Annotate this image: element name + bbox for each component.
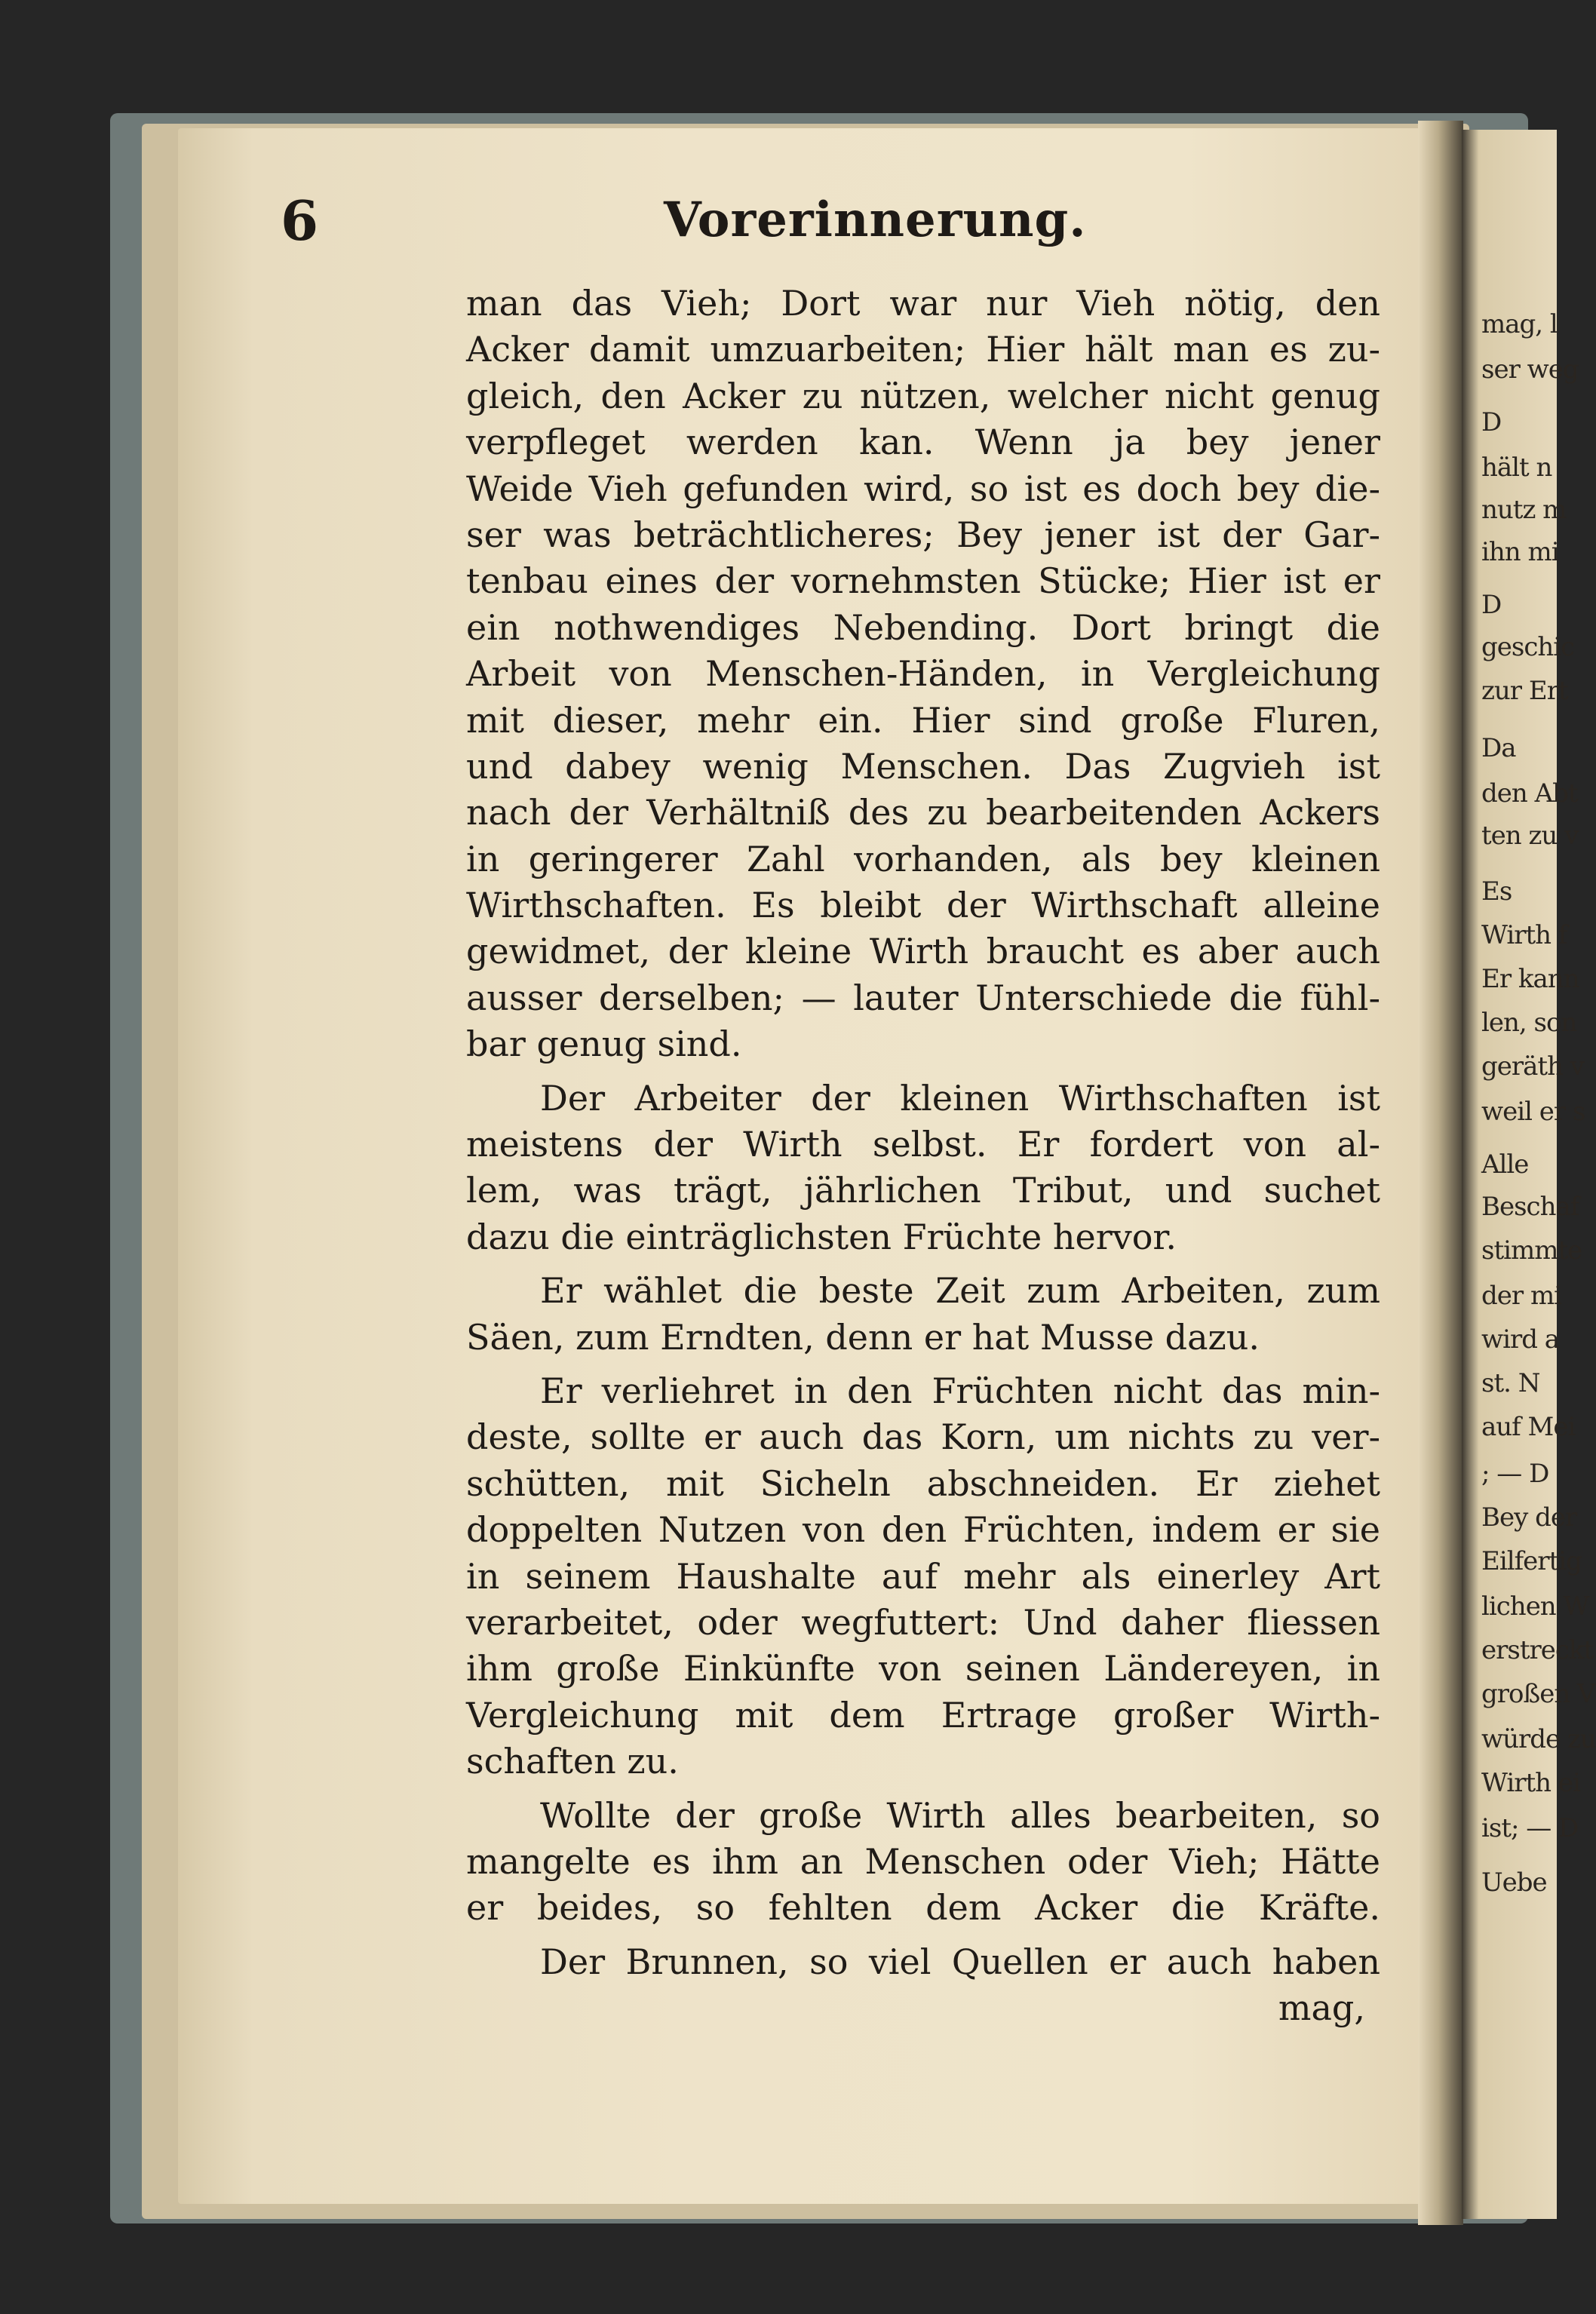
facing-line: zur Ert bbox=[1481, 676, 1568, 706]
text-line: bar genug sind. bbox=[466, 1024, 742, 1065]
text-line: man das Vieh; Dort war nur Vieh nötig, den bbox=[466, 283, 1380, 324]
facing-line: geräth v bbox=[1481, 1051, 1584, 1082]
text-line: Wollte der große Wirth alles bearbeiten, so bbox=[540, 1794, 1380, 1836]
facing-line: Da bbox=[1481, 733, 1516, 763]
facing-line: Er kann bbox=[1481, 964, 1579, 994]
text-line: Säen, zum Erndten, denn er hat Musse dazu. bbox=[466, 1316, 1260, 1358]
facing-line: Bey der bbox=[1481, 1502, 1577, 1533]
facing-line: Uebe bbox=[1481, 1867, 1547, 1898]
facing-line: stimmte bbox=[1481, 1235, 1582, 1266]
text-line: schaften zu. bbox=[466, 1741, 679, 1782]
text-line: lem, was trägt, jährlichen Tribut, und suchet bbox=[466, 1170, 1380, 1211]
facing-line: ; — D bbox=[1481, 1459, 1549, 1489]
facing-line: ihn mi bbox=[1481, 537, 1559, 567]
facing-page-edge bbox=[1462, 130, 1596, 2219]
facing-line: würde zu bbox=[1481, 1724, 1596, 1754]
text-line: schütten, mit Sicheln abschneiden. Er ziehet bbox=[466, 1462, 1380, 1504]
text-line: und dabey wenig Menschen. Das Zugvieh ist bbox=[466, 745, 1380, 787]
facing-line: ten zu v bbox=[1481, 821, 1579, 851]
facing-line: Alle bbox=[1481, 1149, 1529, 1180]
facing-line: ist; — D bbox=[1481, 1813, 1579, 1843]
text-line: in geringerer Zahl vorhanden, als bey kleinen bbox=[466, 838, 1380, 879]
facing-line: lichen W bbox=[1481, 1591, 1589, 1622]
text-line: meistens der Wirth selbst. Er fordert von al- bbox=[466, 1124, 1380, 1165]
text-line: mit dieser, mehr ein. Hier sind große Fluren, bbox=[466, 699, 1380, 741]
facing-line: Es bbox=[1481, 876, 1512, 907]
text-line: doppelten Nutzen von den Früchten, indem er sie bbox=[466, 1509, 1380, 1551]
body-text bbox=[466, 281, 1380, 2031]
text-line: Vergleichung mit dem Ertrage großer Wirth- bbox=[466, 1694, 1380, 1736]
facing-line: auf Mei bbox=[1481, 1412, 1576, 1442]
text-line: Der Brunnen, so viel Quellen er auch haben bbox=[540, 1941, 1380, 1982]
text-line: mangelte es ihm an Menschen oder Vieh; Hätte bbox=[466, 1840, 1380, 1882]
text-line: nach der Verhältniß des zu bearbeitenden Ackers bbox=[466, 792, 1380, 833]
facing-line: Eilfertig bbox=[1481, 1546, 1582, 1576]
facing-line: großen V bbox=[1481, 1679, 1595, 1709]
text-line: gleich, den Acker zu nützen, welcher nicht genug bbox=[466, 375, 1380, 416]
facing-line: len, son bbox=[1481, 1008, 1577, 1038]
facing-line: Beschaf bbox=[1481, 1192, 1579, 1222]
running-head: Vorerinnerung. bbox=[664, 192, 1087, 248]
facing-line: st. N bbox=[1481, 1368, 1540, 1398]
text-line: ein nothwendiges Nebending. Dort bringt die bbox=[466, 606, 1380, 648]
text-line: deste, sollte er auch das Korn, um nichts zu ver- bbox=[466, 1416, 1380, 1458]
facing-line: Wirth ei bbox=[1481, 1768, 1580, 1798]
text-line: gewidmet, der kleine Wirth braucht es aber auch bbox=[466, 931, 1380, 972]
facing-line: nutz m bbox=[1481, 495, 1567, 525]
text-line: ser was beträchtlicheres; Bey jener ist der Gar- bbox=[466, 514, 1380, 555]
page-number: 6 bbox=[281, 189, 319, 253]
facing-line: weil er s bbox=[1481, 1097, 1585, 1127]
text-line: Der Arbeiter der kleinen Wirthschaften ist bbox=[540, 1077, 1380, 1119]
facing-line: Wirth f bbox=[1481, 920, 1567, 950]
text-line: ausser derselben; — lauter Unterschiede die fühl- bbox=[466, 977, 1380, 1018]
facing-line: D bbox=[1481, 590, 1502, 620]
facing-line: erstreckt bbox=[1481, 1635, 1594, 1665]
text-line: ihm große Einkünfte von seinen Ländereyen, in bbox=[466, 1648, 1380, 1689]
text-line: dazu die einträglichsten Früchte hervor. bbox=[466, 1216, 1177, 1257]
facing-line: hält n bbox=[1481, 453, 1552, 483]
text-line: verarbeitet, oder wegfuttert: Und daher fliessen bbox=[466, 1601, 1380, 1643]
text-line: Er verliehret in den Früchten nicht das min- bbox=[540, 1370, 1380, 1411]
facing-line: der mi bbox=[1481, 1281, 1562, 1311]
text-line: in seinem Haushalte auf mehr als einerley Art bbox=[466, 1555, 1380, 1597]
text-line: tenbau eines der vornehmsten Stücke; Hier ist er bbox=[466, 560, 1380, 602]
facing-line: den Abt bbox=[1481, 778, 1578, 809]
text-line: er beides, so fehlten dem Acker die Kräfte. bbox=[466, 1887, 1380, 1929]
text-line: Acker damit umzuarbeiten; Hier hält man es zu- bbox=[466, 329, 1380, 370]
gutter-shadow bbox=[1418, 121, 1463, 2225]
text-line: Weide Vieh gefunden wird, so ist es doch bey die- bbox=[466, 468, 1380, 509]
text-line: verpfleget werden kan. Wenn ja bey jener bbox=[466, 422, 1380, 463]
facing-line: geschic bbox=[1481, 632, 1575, 662]
catchword: mag, bbox=[1278, 1987, 1365, 2029]
facing-line: D bbox=[1481, 407, 1502, 437]
facing-line: ser weg bbox=[1481, 354, 1579, 385]
facing-line: wird a bbox=[1481, 1324, 1560, 1355]
text-line: Wirthschaften. Es bleibt der Wirthschaft alleine bbox=[466, 885, 1380, 926]
text-line: Arbeit von Menschen-Händen, in Vergleichung bbox=[466, 653, 1380, 695]
facing-line: mag, l bbox=[1481, 309, 1558, 339]
text-line: Er wählet die beste Zeit zum Arbeiten, zum bbox=[540, 1270, 1380, 1312]
